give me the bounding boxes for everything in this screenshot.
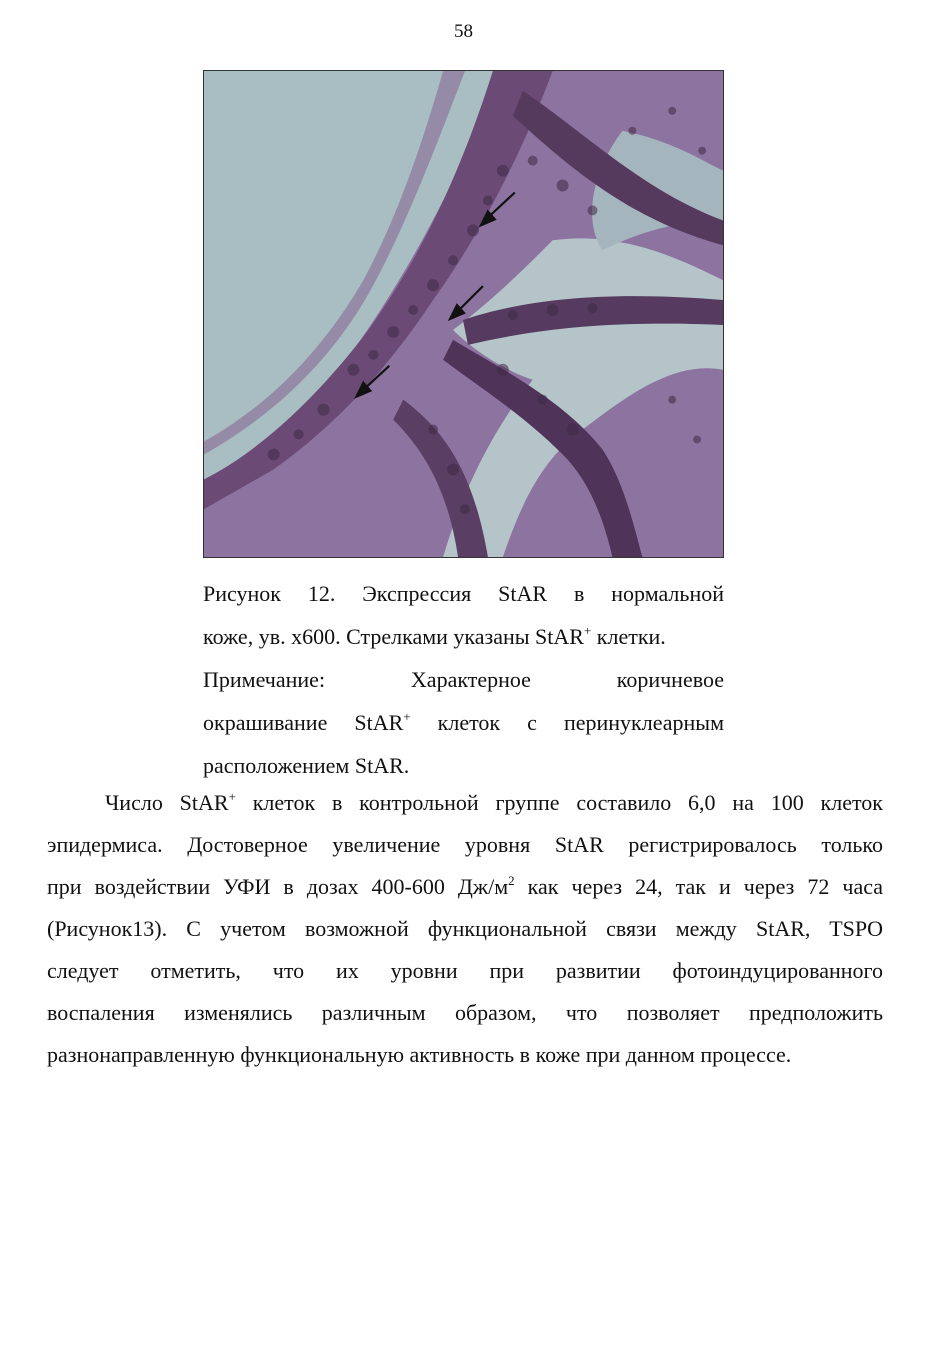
paragraph-line: эпидермиса. Достоверное увеличение уровня StAR регистрировалось только [47,832,883,857]
figure-caption [203,572,724,787]
caption-line: коже, ув. х600. Стрелками указаны StAR+ клетки. [203,623,666,649]
caption-line: Рисунок 12. Экспрессия StAR в нормальной [203,581,724,606]
micrograph-figure [203,70,724,558]
body-paragraph [47,782,883,1076]
paragraph-line: Число StAR+ клеток в контрольной группе составило 6,0 на 100 клеток [105,789,883,815]
paragraph-line: воспаления изменялись различным образом, что позволяет предположить [47,1000,883,1025]
paragraph-line: при воздействии УФИ в дозах 400-600 $Дж/м^2$ как через 24, так и через 72 часа [47,873,884,899]
caption-line: расположением StAR. [203,753,410,778]
skin-micrograph-image [204,71,723,557]
caption-line: Примечание: Характерное коричневое [203,667,724,692]
paragraph-line: следует отметить, что их уровни при развитии фотоиндуцированного [47,958,883,983]
paragraph-line: разнонаправленную функциональную активность в коже при данном процессе. [47,1042,792,1067]
page-number: 58 [454,21,473,42]
paragraph-line: (Рисунок13). С учетом возможной функциональной связи между StAR, TSPO [47,916,883,941]
caption-line: окрашивание StAR+ клеток с перинуклеарным [203,709,724,735]
